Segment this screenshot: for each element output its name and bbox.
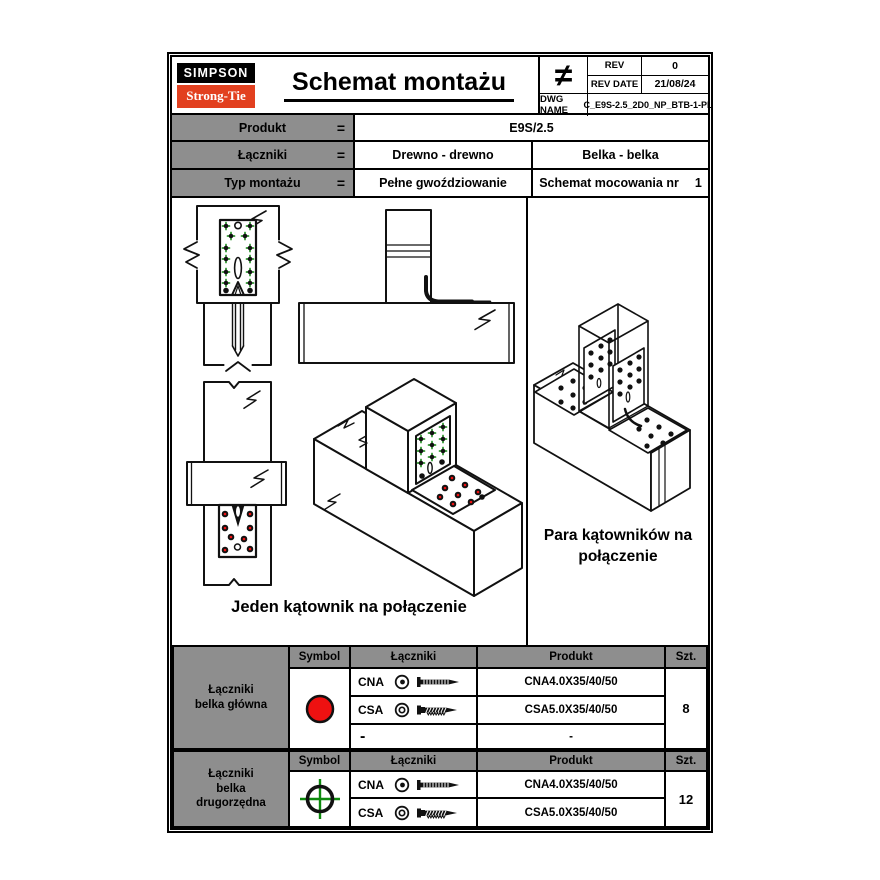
header-produkt: Produkt <box>478 647 666 669</box>
ring-nail-icon <box>416 778 468 792</box>
title-block <box>172 57 713 116</box>
product-cna: CNA4.0X35/40/50 <box>478 772 666 799</box>
fastener-row-cna <box>351 669 478 697</box>
rev-date-label: REV DATE <box>588 76 642 95</box>
equals-sign: = <box>336 175 345 191</box>
rev-date-value: 21/08/24 <box>642 76 708 95</box>
wood-screw-icon <box>416 703 468 717</box>
header-szt: Szt. <box>666 647 706 669</box>
page-title: Schemat montażu <box>284 68 514 102</box>
laczniki-value-2: Belka - belka <box>582 148 659 162</box>
logo-strongtie: Strong-Tie <box>177 85 255 108</box>
group-label-main-beam: Łączniki belka główna <box>174 647 290 748</box>
fastener-code: CSA <box>358 805 384 820</box>
product-empty: - <box>478 725 666 748</box>
isometric-single-bracket <box>314 379 522 596</box>
group-label-secondary-beam: Łączniki belka drugorzędna <box>174 752 290 826</box>
single-bracket-panel <box>172 198 528 645</box>
fastener-code: CNA <box>358 675 384 689</box>
fastener-row-empty: - <box>351 725 478 748</box>
produkt-label-cell <box>172 115 355 140</box>
not-equal-icon: ≠ <box>540 57 588 94</box>
equals-sign: = <box>336 119 345 136</box>
screw-head-icon <box>394 805 410 821</box>
schemat-mocowania-number: 1 <box>694 176 702 190</box>
info-row-typ-montazu <box>172 170 708 198</box>
dwg-name-label: DWG NAME <box>540 94 588 116</box>
screw-head-icon <box>394 702 410 718</box>
red-filled-circle-icon <box>302 691 338 727</box>
nail-head-icon <box>394 674 410 690</box>
header-szt: Szt. <box>666 752 706 772</box>
fastener-row-csa <box>351 697 478 725</box>
symbol-main-beam-cell <box>290 669 351 748</box>
caption-pair-line2: połączenie <box>578 547 658 565</box>
fasteners-table-main-beam <box>172 645 708 750</box>
ring-nail-icon <box>416 675 468 689</box>
caption-single-bracket: Jeden kątownik na połączenie <box>231 598 467 616</box>
qty-secondary-beam: 12 <box>678 791 694 807</box>
revision-block <box>538 57 713 116</box>
single-bracket-drawing <box>172 198 526 645</box>
header-symbol: Symbol <box>290 752 351 772</box>
rev-value: 0 <box>642 57 708 76</box>
product-csa: CSA5.0X35/40/50 <box>478 799 666 826</box>
info-row-laczniki <box>172 142 708 170</box>
typ-montazu-value-1: Pełne gwoździowanie <box>355 170 533 196</box>
nail-head-icon <box>394 777 410 793</box>
laczniki-label-cell <box>172 142 355 168</box>
caption-pair-line1: Para kątowników na <box>543 527 693 544</box>
logo-simpson: SIMPSON <box>177 63 255 83</box>
caption-pair-brackets <box>528 526 708 568</box>
typ-montazu-label-cell <box>172 170 355 196</box>
rev-label: REV <box>588 57 642 76</box>
laczniki-value-1: Drewno - drewno <box>355 142 533 168</box>
fastener-row-csa <box>351 799 478 826</box>
front-view-secondary-beam <box>187 382 286 585</box>
dwg-name-value: C_E9S-2.5_2D0_NP_BTB-1-PL <box>583 100 713 110</box>
sheet-title-cell <box>260 57 538 113</box>
equals-sign: = <box>336 147 345 163</box>
schemat-mocowania-text: Schemat mocowania nr <box>539 176 679 190</box>
product-csa: CSA5.0X35/40/50 <box>478 697 666 725</box>
header-symbol: Symbol <box>290 647 351 669</box>
produkt-label: Produkt <box>238 120 287 135</box>
fastener-code: CSA <box>358 703 384 717</box>
product-cna: CNA4.0X35/40/50 <box>478 669 666 697</box>
fastener-code: CNA <box>358 777 384 792</box>
symbol-secondary-beam-cell <box>290 772 351 826</box>
drawing-area <box>172 198 708 645</box>
front-view-main-beam <box>184 206 292 371</box>
typ-montazu-label: Typ montażu <box>224 176 301 190</box>
header-laczniki: Łączniki <box>351 752 478 772</box>
header-laczniki: Łączniki <box>351 647 478 669</box>
produkt-value: E9S/2.5 <box>509 120 554 135</box>
laczniki-label: Łączniki <box>237 148 288 162</box>
qty-main-beam: 8 <box>682 701 690 716</box>
header-produkt: Produkt <box>478 752 666 772</box>
info-row-produkt <box>172 115 708 142</box>
green-crosshair-circle-icon <box>297 776 343 822</box>
drawing-sheet <box>167 52 713 833</box>
fasteners-table-secondary-beam <box>172 750 708 828</box>
brand-logo <box>172 57 260 113</box>
sheet-frame <box>170 55 713 830</box>
fastener-row-cna <box>351 772 478 799</box>
wood-screw-icon <box>416 806 468 820</box>
side-view-connection <box>299 210 514 363</box>
pair-bracket-panel <box>528 198 708 645</box>
typ-montazu-value-2 <box>533 170 708 196</box>
pair-bracket-drawing <box>528 198 708 645</box>
